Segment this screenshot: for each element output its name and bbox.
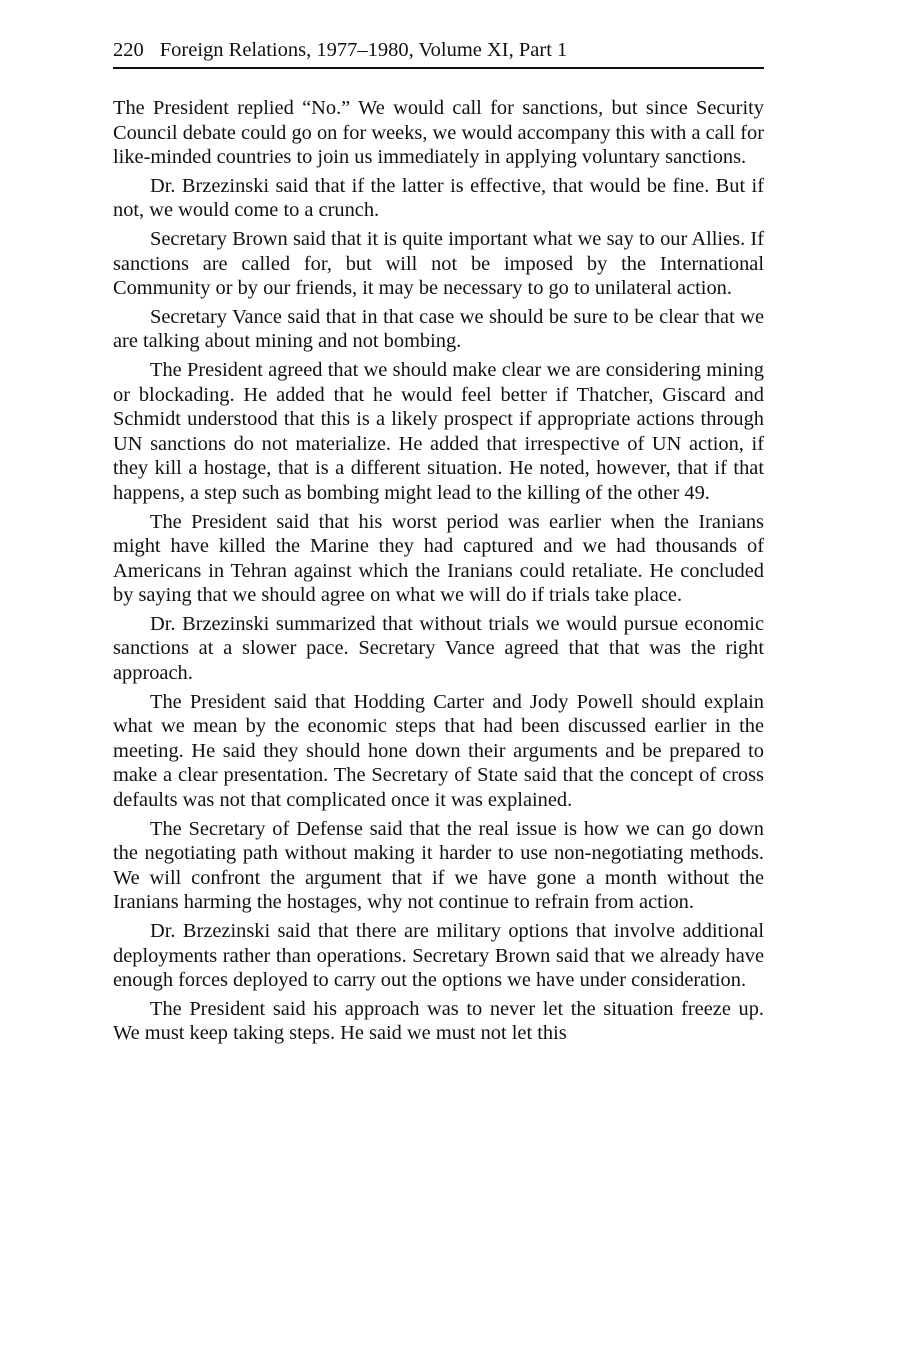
paragraph: The President replied “No.” We would call for sanctions, but since Security Council debate could go on for weeks, we would accompany this with a call for like-minded countries to join us immediately in applying voluntary sanctions. bbox=[113, 97, 764, 169]
paragraph: The President said his approach was to never let the situation freeze up. We must keep taking steps. He said we must not let this bbox=[113, 997, 764, 1045]
paragraph: The President said that Hodding Carter and Jody Powell should explain what we mean by the economic steps that had been discussed earlier in the meeting. He said they should hone down their arguments and be prepared to make a clear presentation. The Secretary of State said that the concept of cross defaults was not that complicated once it was explained. bbox=[113, 690, 764, 812]
paragraph: The President agreed that we should make clear we are considering mining or blockading. He added that he would feel better if Thatcher, Giscard and Schmidt understood that this is a likely prospect if appropriate actions through UN sanctions do not materialize. He added that irrespective of UN action, if they kill a hostage, that is a different situation. He noted, however, that if that happens, a step such as bombing might lead to the killing of the other 49. bbox=[113, 358, 764, 504]
paragraph: The President said that his worst period was earlier when the Iranians might have killed the Marine they had captured and we had thousands of Americans in Tehran against which the Iranians could retaliate. He concluded by saying that we should agree on what we will do if trials take place. bbox=[113, 510, 764, 607]
paragraph: Secretary Brown said that it is quite important what we say to our Allies. If sanctions are called for, but will not be imposed by the International Community or by our friends, it may be necessary to go to unilateral action. bbox=[113, 227, 764, 300]
running-title: Foreign Relations, 1977–1980, Volume XI, Part 1 bbox=[159, 39, 568, 61]
document-page bbox=[113, 36, 764, 1046]
paragraph: Dr. Brzezinski said that if the latter is effective, that would be fine. But if not, we would come to a crunch. bbox=[113, 174, 764, 222]
running-head bbox=[113, 36, 764, 69]
body-text bbox=[113, 96, 764, 1046]
paragraph: The Secretary of Defense said that the real issue is how we can go down the negotiating path without making it harder to use non-negotiating methods. We will confront the argument that if we have gone a month without the Iranians harming the hostages, why not continue to refrain from action. bbox=[113, 817, 764, 914]
page-number: 220 bbox=[113, 39, 144, 61]
paragraph: Dr. Brzezinski summarized that without trials we would pursue economic sanctions at a slower pace. Secretary Vance agreed that that was the right approach. bbox=[113, 612, 764, 685]
paragraph: Secretary Vance said that in that case we should be sure to be clear that we are talking about mining and not bombing. bbox=[113, 305, 764, 353]
paragraph: Dr. Brzezinski said that there are military options that involve additional deployments rather than operations. Secretary Brown said that we already have enough forces deployed to carry out the options we have under consideration. bbox=[113, 920, 764, 992]
